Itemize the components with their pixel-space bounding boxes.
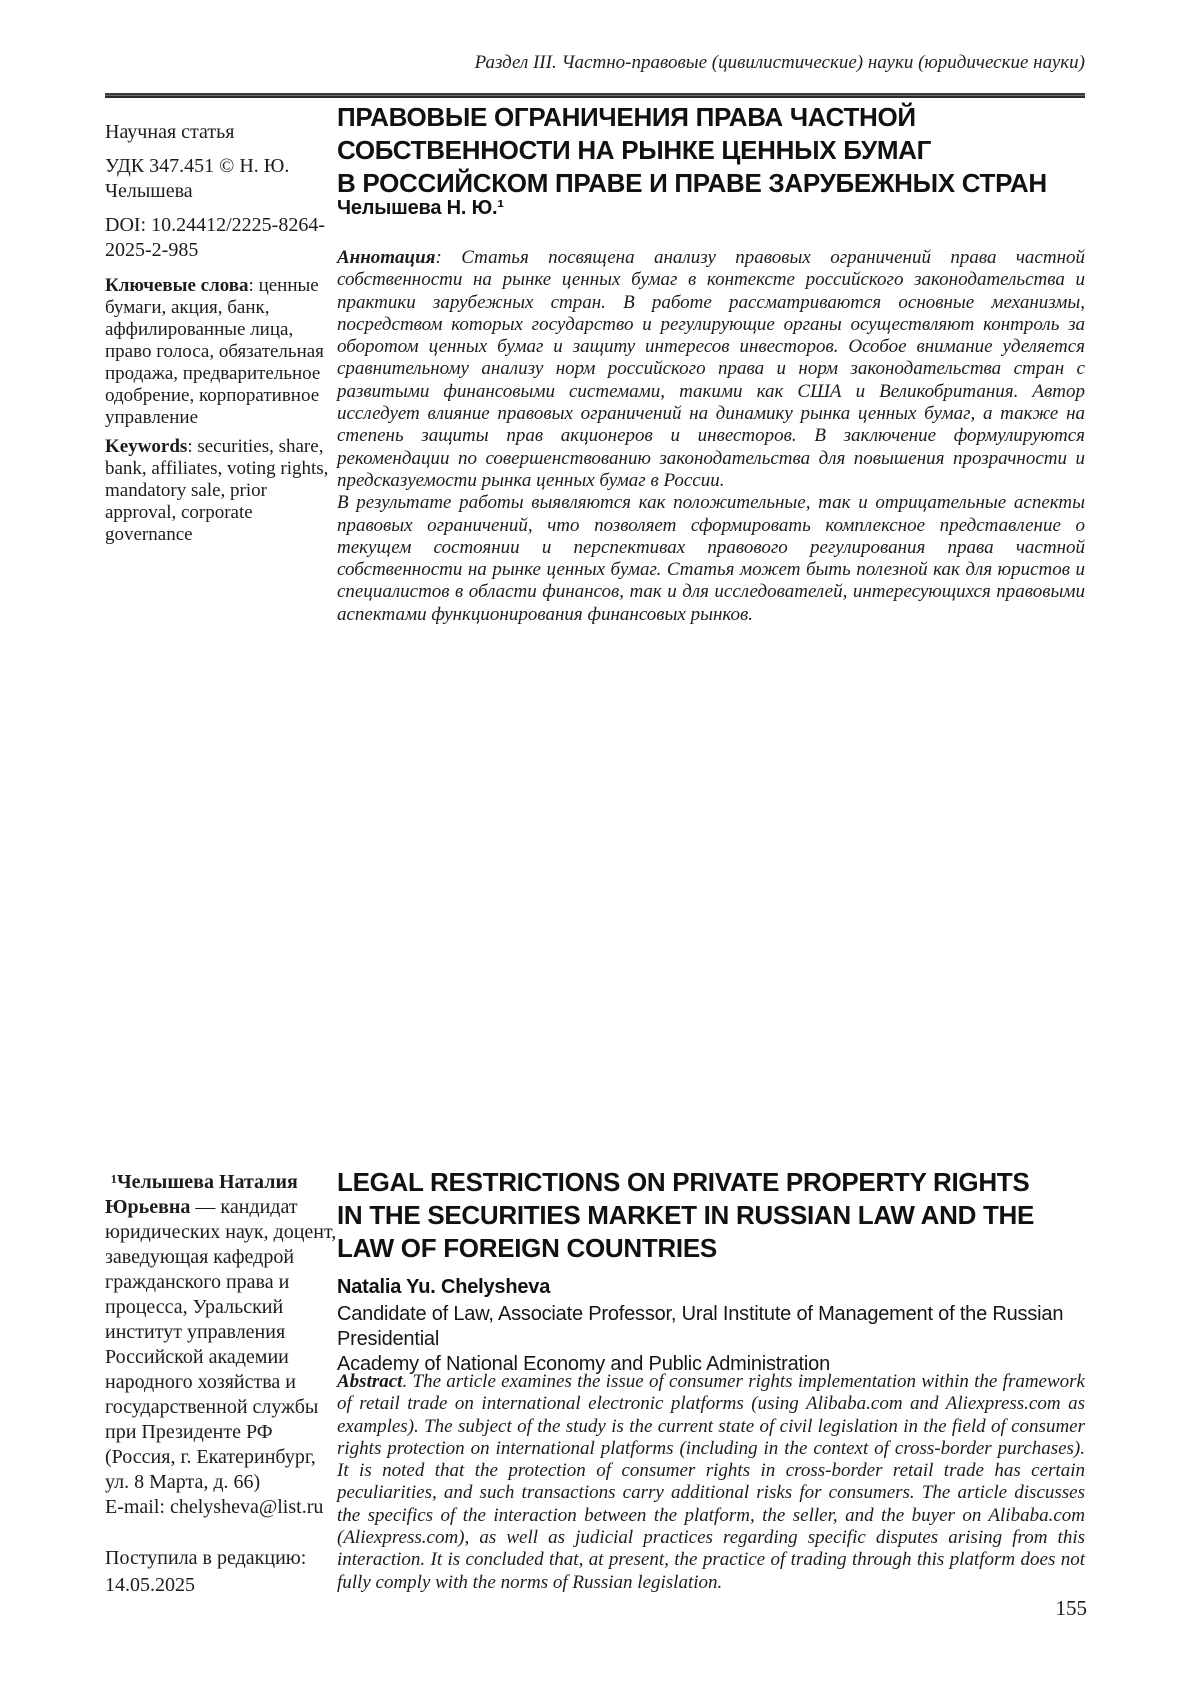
article-title-ru: ПРАВОВЫЕ ОГРАНИЧЕНИЯ ПРАВА ЧАСТНОЙ СОБСТВЕННОСТИ НА РЫНКЕ ЦЕННЫХ БУМАГ В РОССИЙСКОМ ПРАВЕ И ПРАВЕ ЗАРУБЕЖНЫХ СТРАН	[337, 102, 1047, 198]
abstract-en	[337, 1371, 1085, 1594]
left-meta-column	[105, 120, 333, 553]
keywords-en	[105, 436, 333, 546]
abstract-ru-paragraph-2	[337, 492, 1085, 626]
author-email: E-mail: chelysheva@list.ru	[105, 1496, 324, 1518]
abstract-ru	[337, 247, 1085, 626]
abstract-en-text: . The article examines the issue of consumer rights implementation within the framework of retail trade on international electronic platforms (using Alibaba.com and Aliexpress.com as examples). The subject of the study is the current state of civil legislation in the field of consumer rights protection on international platforms (including in the context of cross-border purchases). It is noted that the protection of consumer rights in cross-border retail trade has certain peculiarities, and such transactions carry additional risks for consumers. The article discusses the specifics of the interaction between the platform, the seller, and the buyer on Alibaba.com (Aliexpress.com), as well as judicial practices regarding specific disputes arising from this interaction. It is concluded that, at present, the practice of trading through this platform does not fully comply with the norms of Russian legislation.	[337, 1371, 1085, 1593]
doi-line: DOI: 10.24412/2225-8264-2025-2-985	[105, 214, 325, 261]
abstract-ru-paragraph-1	[337, 247, 1085, 492]
article-author-ru: Челышева Н. Ю.¹	[337, 197, 504, 219]
page-number: 155	[1055, 1596, 1087, 1620]
author-footnote-block	[105, 1170, 337, 1520]
keywords-ru-text: : ценные бумаги, акция, банк, аффилированные лица, право голоса, обязательная продажа, предварительное одобрение, корпоративное управление	[105, 275, 324, 428]
author-footnote	[105, 1170, 337, 1495]
article-type: Научная статья	[105, 121, 235, 143]
udc-line: УДК 347.451 © Н. Ю. Челышева	[105, 155, 290, 202]
received-date: Поступила в редакцию: 14.05.2025	[105, 1547, 307, 1596]
abstract-en-paragraph	[337, 1371, 1085, 1594]
abstract-ru-label: Аннотация	[337, 247, 436, 268]
keywords-en-label: Keywords	[105, 436, 188, 457]
footnote-author-details: — кандидат юридических наук, доцент, заведующая кафедрой гражданского права и процесса, Уральский институт управления Российской академии народного хозяйства и государственной службы при Президенте РФ (Россия, г. Екатеринбург, ул. 8 Марта, д. 66)	[105, 1196, 337, 1493]
running-head: Раздел III. Частно-правовые (цивилистические) науки (юридические науки)	[474, 52, 1085, 73]
footnote-author-name: ¹Челышева Наталия Юрьевна	[105, 1171, 298, 1218]
header-rule	[105, 93, 1085, 98]
article-title-en: LEGAL RESTRICTIONS ON PRIVATE PROPERTY RIGHTS IN THE SECURITIES MARKET IN RUSSIAN LAW AND THE LAW OF FOREIGN COUNTRIES	[337, 1167, 1035, 1263]
abstract-en-label: Abstract	[337, 1371, 403, 1392]
abstract-ru-text-2: В результате работы выявляются как положительные, так и отрицательные аспекты правовых ограничений, что позволяет сформировать комплексное представление о текущем состоянии и перспективах правового регулирования права частной собственности на рынке ценных бумаг. Статья может быть полезной как для юристов и специалистов в области финансов, так и для исследователей, интересующихся правовыми аспектами функционирования финансовых рынков.	[337, 492, 1085, 625]
keywords-ru-label: Ключевые слова	[105, 275, 249, 296]
abstract-ru-text-1: : Статья посвящена анализу правовых ограничений права частной собственности на рынке ценных бумаг в контексте российского законодательства и практики зарубежных стран. В работе рассматриваются основные механизмы, посредством которых государство и регулирующие органы осуществляют контроль за оборотом ценных бумаг и защиту интересов инвесторов. Особое внимание уделяется сравнительному анализу норм российского права и норм законодательства стран с развитыми финансовыми системами, такими как США и Великобритания. Автор исследует влияние правовых ограничений на динамику рынка ценных бумаг, а также на степень защиты прав акционеров и инвесторов. В заключение формулируются рекомендации по совершенствованию законодательства для повышения прозрачности и предсказуемости рынка ценных бумаг в России.	[337, 247, 1085, 491]
article-author-en: Natalia Yu. Chelysheva	[337, 1276, 551, 1298]
keywords-ru	[105, 275, 333, 429]
keywords-en-text: : securities, share, bank, affiliates, voting rights, mandatory sale, prior approval, corporate governance	[105, 436, 329, 545]
author-affiliation-en: Candidate of Law, Associate Professor, Ural Institute of Management of the Russian Presidential Academy of National Economy and Public Administration	[337, 1303, 1064, 1375]
